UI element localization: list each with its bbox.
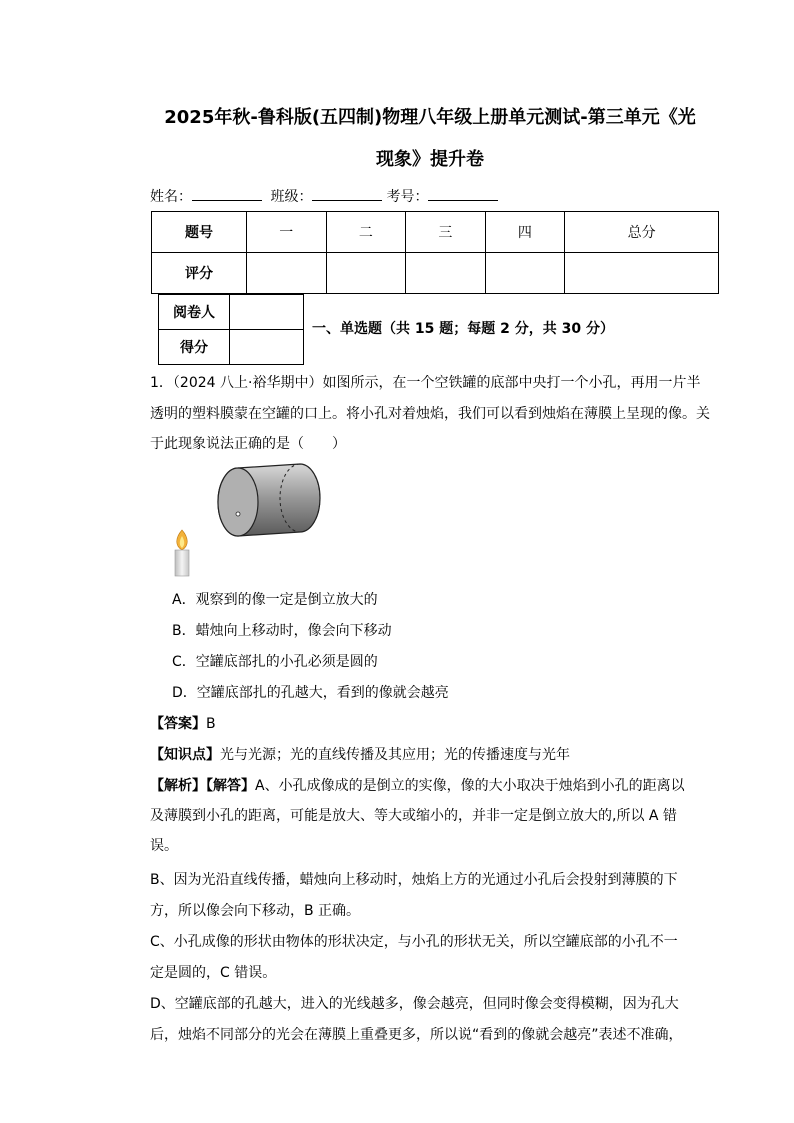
question-text: 如图所示，在一个空铁罐的底部中央打一个小孔，再用一片半透明的塑料膜蒙在空罐的口上。将小孔对着烛焰，我们可以看到烛焰在薄膜上呈现的像。关于此现象说法正确的是（ ）	[150, 375, 710, 452]
analysis-line: 方，所以像会向下移动，B 正确。	[150, 903, 361, 919]
score-header-cell: 题号	[152, 212, 247, 253]
question-number: 1	[150, 375, 159, 391]
analysis-line: D、空罐底部的孔越大，进入的光线越多，像会越亮，但同时像会变得模糊，因为孔大	[150, 996, 679, 1012]
score-table-score-row	[152, 253, 719, 294]
grader-score-cell[interactable]	[230, 330, 304, 365]
class-blank[interactable]	[312, 186, 382, 201]
analysis-line	[150, 776, 685, 796]
analysis-label: 【解析】【解答】	[150, 778, 255, 794]
knowledge-line	[150, 745, 570, 765]
score-header-cell: 总分	[565, 212, 719, 253]
option-c[interactable]: C．空罐底部扎的小孔必须是圆的	[172, 654, 378, 670]
analysis-text: A、小孔成像成的是倒立的实像，像的大小取决于烛焰到小孔的距离以	[255, 778, 685, 794]
score-header-cell: 一	[247, 212, 327, 253]
section-title: 一、单选题（共 15 题；每题 2 分，共 30 分）	[312, 321, 614, 337]
grader-table	[158, 294, 304, 365]
score-header-cell: 四	[485, 212, 565, 253]
exam-no-label: 考号：	[386, 189, 429, 205]
knowledge-label: 【知识点】	[150, 747, 220, 763]
score-cell[interactable]	[406, 253, 486, 294]
grader-score-label: 得分	[159, 330, 230, 365]
class-label: 班级：	[270, 189, 313, 205]
score-header-cell: 二	[326, 212, 406, 253]
exam-no-blank[interactable]	[428, 186, 498, 201]
answer-line	[150, 714, 216, 734]
option-d[interactable]: D．空罐底部扎的孔越大，看到的像就会越亮	[172, 685, 449, 701]
score-cell[interactable]	[326, 253, 406, 294]
analysis-line: B、因为光沿直线传播，蜡烛向上移动时，烛焰上方的光通过小孔后会投射到薄膜的下	[150, 872, 678, 888]
score-row-label: 评分	[152, 253, 247, 294]
answer-value: B	[206, 716, 216, 732]
tin-can-icon	[218, 464, 320, 536]
name-blank[interactable]	[192, 186, 262, 201]
knowledge-text: 光与光源；光的直线传播及其应用；光的传播速度与光年	[220, 747, 570, 763]
reviewer-label: 阅卷人	[159, 295, 230, 330]
analysis-line: 后，烛焰不同部分的光会在薄膜上重叠更多，所以说“看到的像就会越亮”表述不准确，	[150, 1027, 683, 1043]
score-header-cell: 三	[406, 212, 486, 253]
analysis-line: C、小孔成像的形状由物体的形状决定，与小孔的形状无关，所以空罐底部的小孔不一	[150, 934, 678, 950]
pinhole-icon	[236, 512, 240, 516]
question-1-stem: 1．（2024 八上·裕华期中）如图所示，在一个空铁罐的底部中央打一个小孔，再用一片半透明的塑料膜蒙在空罐的口上。将小孔对着烛焰，我们可以看到烛焰在薄膜上呈现的像。关于此现象说法正确的是（ ）	[150, 375, 710, 452]
analysis-line: 及薄膜到小孔的距离，可能是放大、等大或缩小的，并非一定是倒立放大的,所以 A 错	[150, 808, 677, 824]
reviewer-cell[interactable]	[230, 295, 304, 330]
pinhole-camera-figure	[160, 458, 330, 580]
answer-label: 【答案】	[150, 716, 206, 732]
option-b[interactable]: B．蜡烛向上移动时，像会向下移动	[172, 623, 392, 639]
score-cell[interactable]	[485, 253, 565, 294]
question-source: （2024 八上·裕华期中）	[172, 375, 323, 391]
page-title-line1: 2025年秋-鲁科版(五四制)物理八年级上册单元测试-第三单元《光	[164, 107, 696, 128]
score-table	[151, 211, 719, 294]
analysis-line: 定是圆的，C 错误。	[150, 965, 277, 981]
student-info	[150, 186, 502, 207]
score-cell[interactable]	[565, 253, 719, 294]
name-label: 姓名：	[150, 189, 192, 205]
analysis-line: 误。	[150, 838, 178, 854]
page-title-line2: 现象》提升卷	[376, 149, 484, 170]
score-cell[interactable]	[247, 253, 327, 294]
option-a[interactable]: A．观察到的像一定是倒立放大的	[172, 592, 378, 608]
candle-icon	[175, 530, 189, 576]
score-table-header-row	[152, 212, 719, 253]
